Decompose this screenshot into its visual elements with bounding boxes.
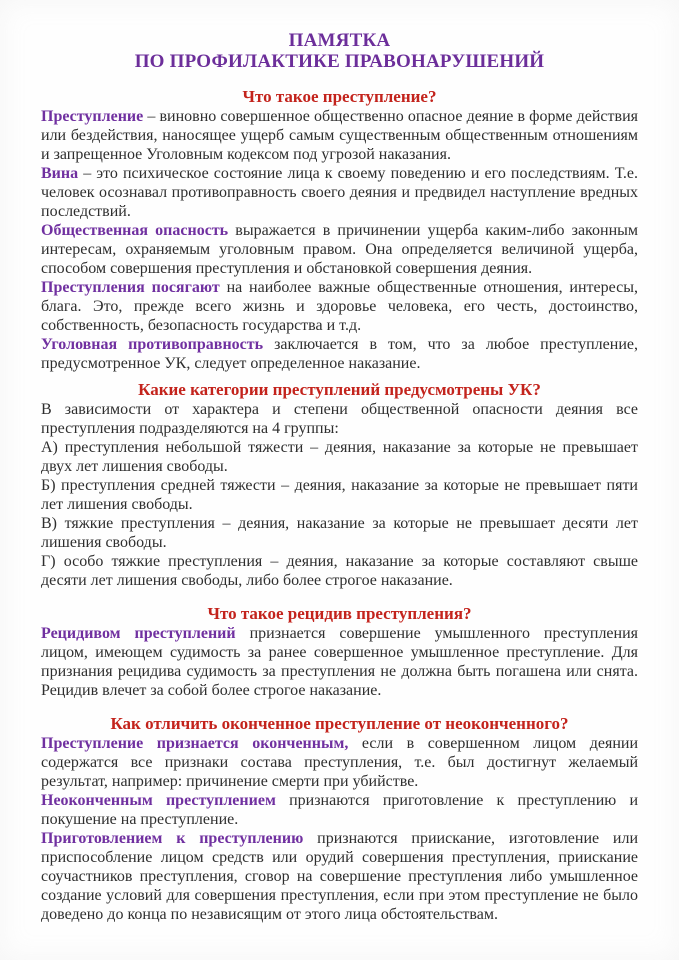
paragraph-category-g (41, 552, 638, 590)
section-heading: Что такое рецидив преступления? (207, 604, 472, 623)
key-term: Приготовлением к преступлению (41, 830, 304, 847)
paragraph-category-v (41, 514, 638, 552)
key-term: Неоконченным преступлением (41, 792, 276, 809)
section-heading: Как отличить оконченное преступление от неоконченного? (110, 714, 569, 733)
paragraph-text: Г) особо тяжкие преступления – деяния, наказание за которые составляют свыше десяти лет лишения свободы, либо более строгое наказание. (41, 553, 638, 589)
paragraph (41, 400, 638, 438)
section-heading: Что такое преступление? (242, 87, 437, 106)
paragraph-text: если в совершенном лицом деянии содержатся все признаки состава преступления, т.е. был достигнут желаемый результат, например: причинение смерти при убийстве. (41, 735, 639, 790)
paragraph-text: заключается в том, что за любое преступление, предусмотренное УК, следует определенное наказание. (41, 336, 638, 372)
paragraph (41, 164, 638, 221)
paragraph-text: В) тяжкие преступления – деяния, наказание за которые не превышает десяти лет лишения свободы. (41, 515, 638, 551)
section-finished-vs-unfinished (41, 713, 638, 924)
paragraph-text: признаются приготовление к преступлению и покушение на преступление. (41, 792, 639, 828)
paragraph (41, 734, 638, 791)
paragraph-text: – виновно совершенное общественно опасное деяние в форме действия или бездействия, наносящее ущерб самым существенным общественным отношениям и запрещенное Уголовным кодексом под угрозой наказания. (41, 108, 638, 163)
key-term: Преступление (41, 108, 144, 125)
paragraph-text: на наиболее важные общественные отношения, интересы, блага. Это, прежде всего жизнь и здоровье человека, его честь, достоинство, собственность, безопасность государства и т.д. (41, 279, 639, 334)
key-term: Преступления посягают (41, 279, 220, 296)
paragraph-text: А) преступления небольшой тяжести – деяния, наказание за которые не превышает двух лет лишения свободы. (41, 439, 638, 475)
key-term: Рецидивом преступлений (41, 625, 236, 642)
paragraph-category-a (41, 438, 638, 476)
paragraph (41, 278, 638, 335)
paragraph-text: Б) преступления средней тяжести – деяния, наказание за которые не превышает пяти лет лишения свободы. (41, 477, 638, 513)
section-what-is-crime (41, 86, 638, 373)
section-heading: Какие категории преступлений предусмотрены УК? (138, 380, 541, 399)
key-term: Преступление признается оконченным, (41, 735, 349, 752)
document-title (41, 30, 638, 72)
paragraph-text: выражается в причинении ущерба каким-либо законным интересам, охраняемым уголовным правом. Она определяется величиной ущерба, способом совершения преступления и обстановкой совершения деяния. (41, 222, 638, 277)
paragraph-text: В зависимости от характера и степени общественной опасности деяния все преступления подразделяются на 4 группы: (41, 401, 638, 437)
paragraph-category-b (41, 476, 638, 514)
paragraph-text: – это психическое состояние лица к своему поведению и его последствиям. Т.е. человек осознавал противоправность своего деяния и предвидел наступление вредных последствий. (41, 165, 639, 220)
section-crime-categories (41, 379, 638, 590)
key-term: Общественная опасность (41, 222, 229, 239)
key-term: Вина (41, 165, 79, 182)
paragraph (41, 791, 638, 829)
section-recidivism (41, 603, 638, 700)
document-title-line1: ПАМЯТКА (288, 30, 391, 51)
paragraph-text: признается совершение умышленного преступления лицом, имеющем судимость за ранее совершенное умышленное преступление. Для признания рецидива судимость за преступления не должна быть погашена или снята. Рецидив влечет за собой более строгое наказание. (41, 625, 639, 699)
paragraph (41, 107, 638, 164)
paragraph (41, 624, 638, 700)
key-term: Уголовная противоправность (41, 336, 264, 353)
paragraph (41, 829, 638, 924)
document-title-line2: ПО ПРОФИЛАКТИКЕ ПРАВОНАРУШЕНИЙ (134, 51, 545, 72)
paragraph (41, 221, 638, 278)
paragraph (41, 335, 638, 373)
paragraph-text: признаются приискание, изготовление или приспособление лицом средств или орудий совершения преступления, приискание соучастников преступления, сговор на совершение преступления либо умышленное создание условий для совершения преступления, если при этом преступление не было доведено до конца по независящим от этого лица обстоятельствам. (41, 830, 639, 923)
